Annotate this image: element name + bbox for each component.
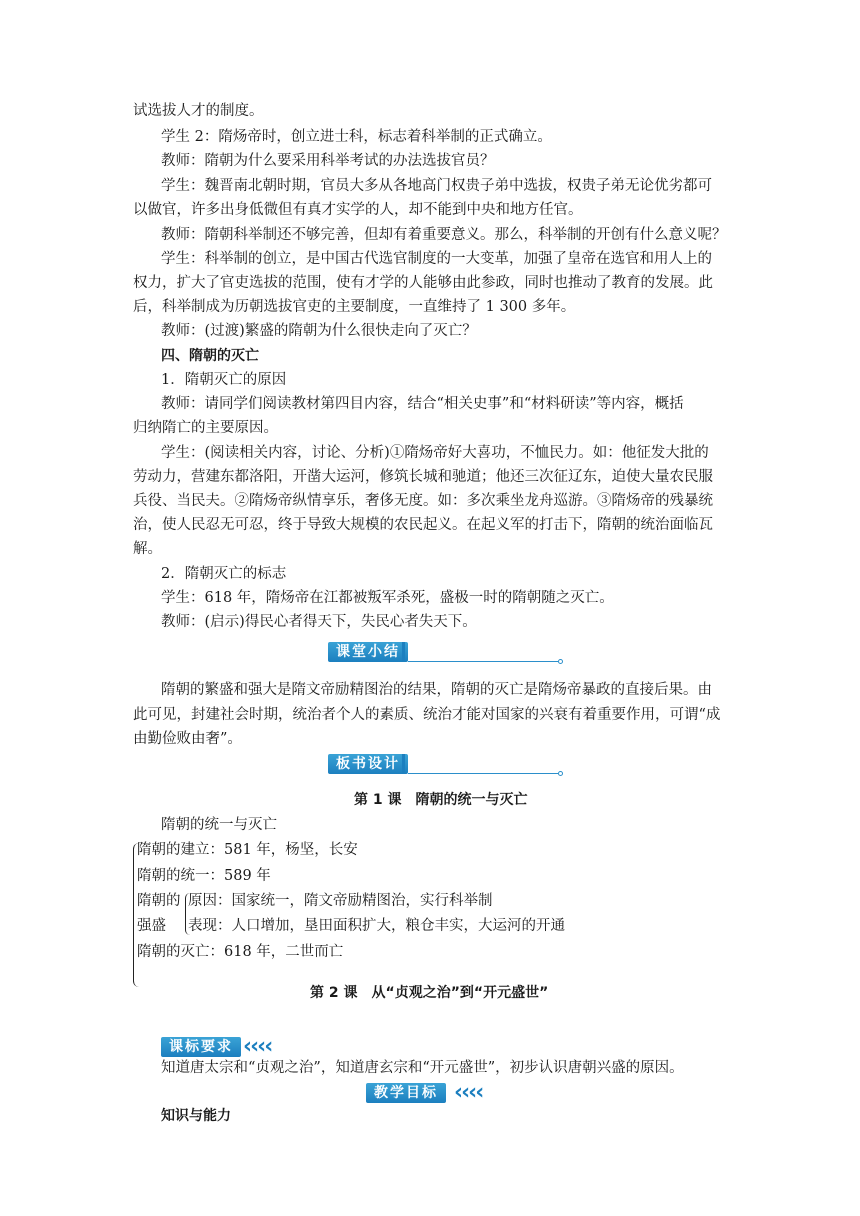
board-item: 隋朝的统一：589 年 <box>137 868 271 884</box>
text-line: 归纳隋亡的主要原因。 <box>133 420 278 436</box>
summary-text: 此可见，封建社会时期，统治者个人的素质、统治才能对国家的兴衰有着重要作用，可谓“成 <box>133 707 721 723</box>
board-item: 强盛 <box>137 918 166 934</box>
subsection-heading: 2．隋朝灭亡的标志 <box>161 566 287 582</box>
board-badge: 板书设计 <box>328 754 408 774</box>
summary-text: 隋朝的繁盛和强大是隋文帝励精图治的结果，隋朝的灭亡是隋炀帝暴政的直接后果。由 <box>161 682 712 698</box>
header-dot <box>558 771 563 776</box>
text-line: 治，使人民忍无可忍，终于导致大规模的农民起义。在起义军的打击下，隋朝的统治面临瓦 <box>133 517 713 533</box>
text-line: 劳动力，营建东都洛阳，开凿大运河，修筑长城和驰道；他还三次征辽东，迫使大量农民服 <box>133 469 713 485</box>
header-accent-bar <box>402 642 405 662</box>
board-item: 原因：国家统一，隋文帝励精图治，实行科举制 <box>188 893 493 909</box>
text-line: 以做官，许多出身低微但有真才实学的人，却不能到中央和地方任官。 <box>133 202 583 218</box>
text-line: 学生：(阅读相关内容，讨论、分析)①隋炀帝好大喜功，不恤民力。如：他征发大批的 <box>161 445 709 461</box>
board-item: 隋朝的 <box>137 893 181 909</box>
standard-header <box>161 1036 241 1058</box>
outer-brace <box>133 843 139 987</box>
text-line: 教师：隋朝科举制还不够完善，但却有着重要意义。那么，科举制的开创有什么意义呢？ <box>161 227 727 243</box>
header-underline <box>408 773 558 774</box>
chevron-left-icon: ‹‹‹‹ <box>454 1080 483 1105</box>
section-heading: 四、隋朝的灭亡 <box>161 348 259 364</box>
board-title: 第 1 课 隋朝的统一与灭亡 <box>354 792 528 808</box>
text-line: 教师：请同学们阅读教材第四目内容，结合“相关史事”和“材料研读”等内容，概括 <box>161 396 684 412</box>
text-line: 学生：科举制的创立，是中国古代选官制度的一大变革，加强了皇帝在选官和用人上的 <box>161 251 712 267</box>
header-dot <box>558 659 563 664</box>
text-line: 后，科举制成为历朝选拔官吏的主要制度，一直维持了 1 300 多年。 <box>133 299 576 315</box>
goal-header <box>366 1082 446 1104</box>
text-line: 学生：618 年，隋炀帝在江都被叛军杀死，盛极一时的隋朝随之灭亡。 <box>161 590 614 606</box>
header-accent-bar <box>402 754 405 774</box>
header-underline <box>408 661 558 662</box>
lesson2-title: 第 2 课 从“贞观之治”到“开元盛世” <box>310 985 549 1001</box>
knowledge-heading: 知识与能力 <box>161 1108 231 1124</box>
text-line: 解。 <box>133 541 162 557</box>
summary-header <box>328 641 408 663</box>
text-line: 权力，扩大了官吏选拔的范围，使有才学的人能够由此参政，同时也推动了教育的发展。此 <box>133 275 713 291</box>
summary-badge: 课堂小结 <box>328 642 408 662</box>
board-root: 隋朝的统一与灭亡 <box>161 817 277 833</box>
chevron-left-icon: ‹‹‹‹ <box>243 1034 272 1059</box>
text-line: 兵役、当民夫。②隋炀帝纵情享乐，奢侈无度。如：多次乘坐龙舟巡游。③隋炀帝的残暴统 <box>133 493 713 509</box>
board-header <box>328 753 408 775</box>
subsection-heading: 1．隋朝灭亡的原因 <box>161 372 287 388</box>
board-item: 隋朝的建立：581 年，杨坚，长安 <box>137 842 358 858</box>
text-line: 试选拔人才的制度。 <box>133 103 264 119</box>
board-item: 隋朝的灭亡：618 年，二世而亡 <box>137 944 344 960</box>
standard-badge: 课标要求 <box>161 1037 241 1057</box>
goal-badge: 教学目标 <box>366 1083 446 1103</box>
text-line: 教师：(过渡)繁盛的隋朝为什么很快走向了灭亡？ <box>161 323 477 339</box>
text-line: 学生 2：隋炀帝时，创立进士科，标志着科举制的正式确立。 <box>161 129 552 145</box>
board-item: 表现：人口增加，垦田面积扩大，粮仓丰实，大运河的开通 <box>188 918 565 934</box>
text-line: 学生：魏晋南北朝时期，官员大多从各地高门权贵子弟中选拔，权贵子弟无论优劣都可 <box>161 178 712 194</box>
standard-text: 知道唐太宗和“贞观之治”，知道唐玄宗和“开元盛世”，初步认识唐朝兴盛的原因。 <box>161 1060 684 1076</box>
text-line: 教师：隋朝为什么要采用科举考试的办法选拔官员？ <box>161 153 495 169</box>
summary-text: 由勤俭败由奢”。 <box>133 731 242 747</box>
text-line: 教师：(启示)得民心者得天下，失民心者失天下。 <box>161 614 477 630</box>
